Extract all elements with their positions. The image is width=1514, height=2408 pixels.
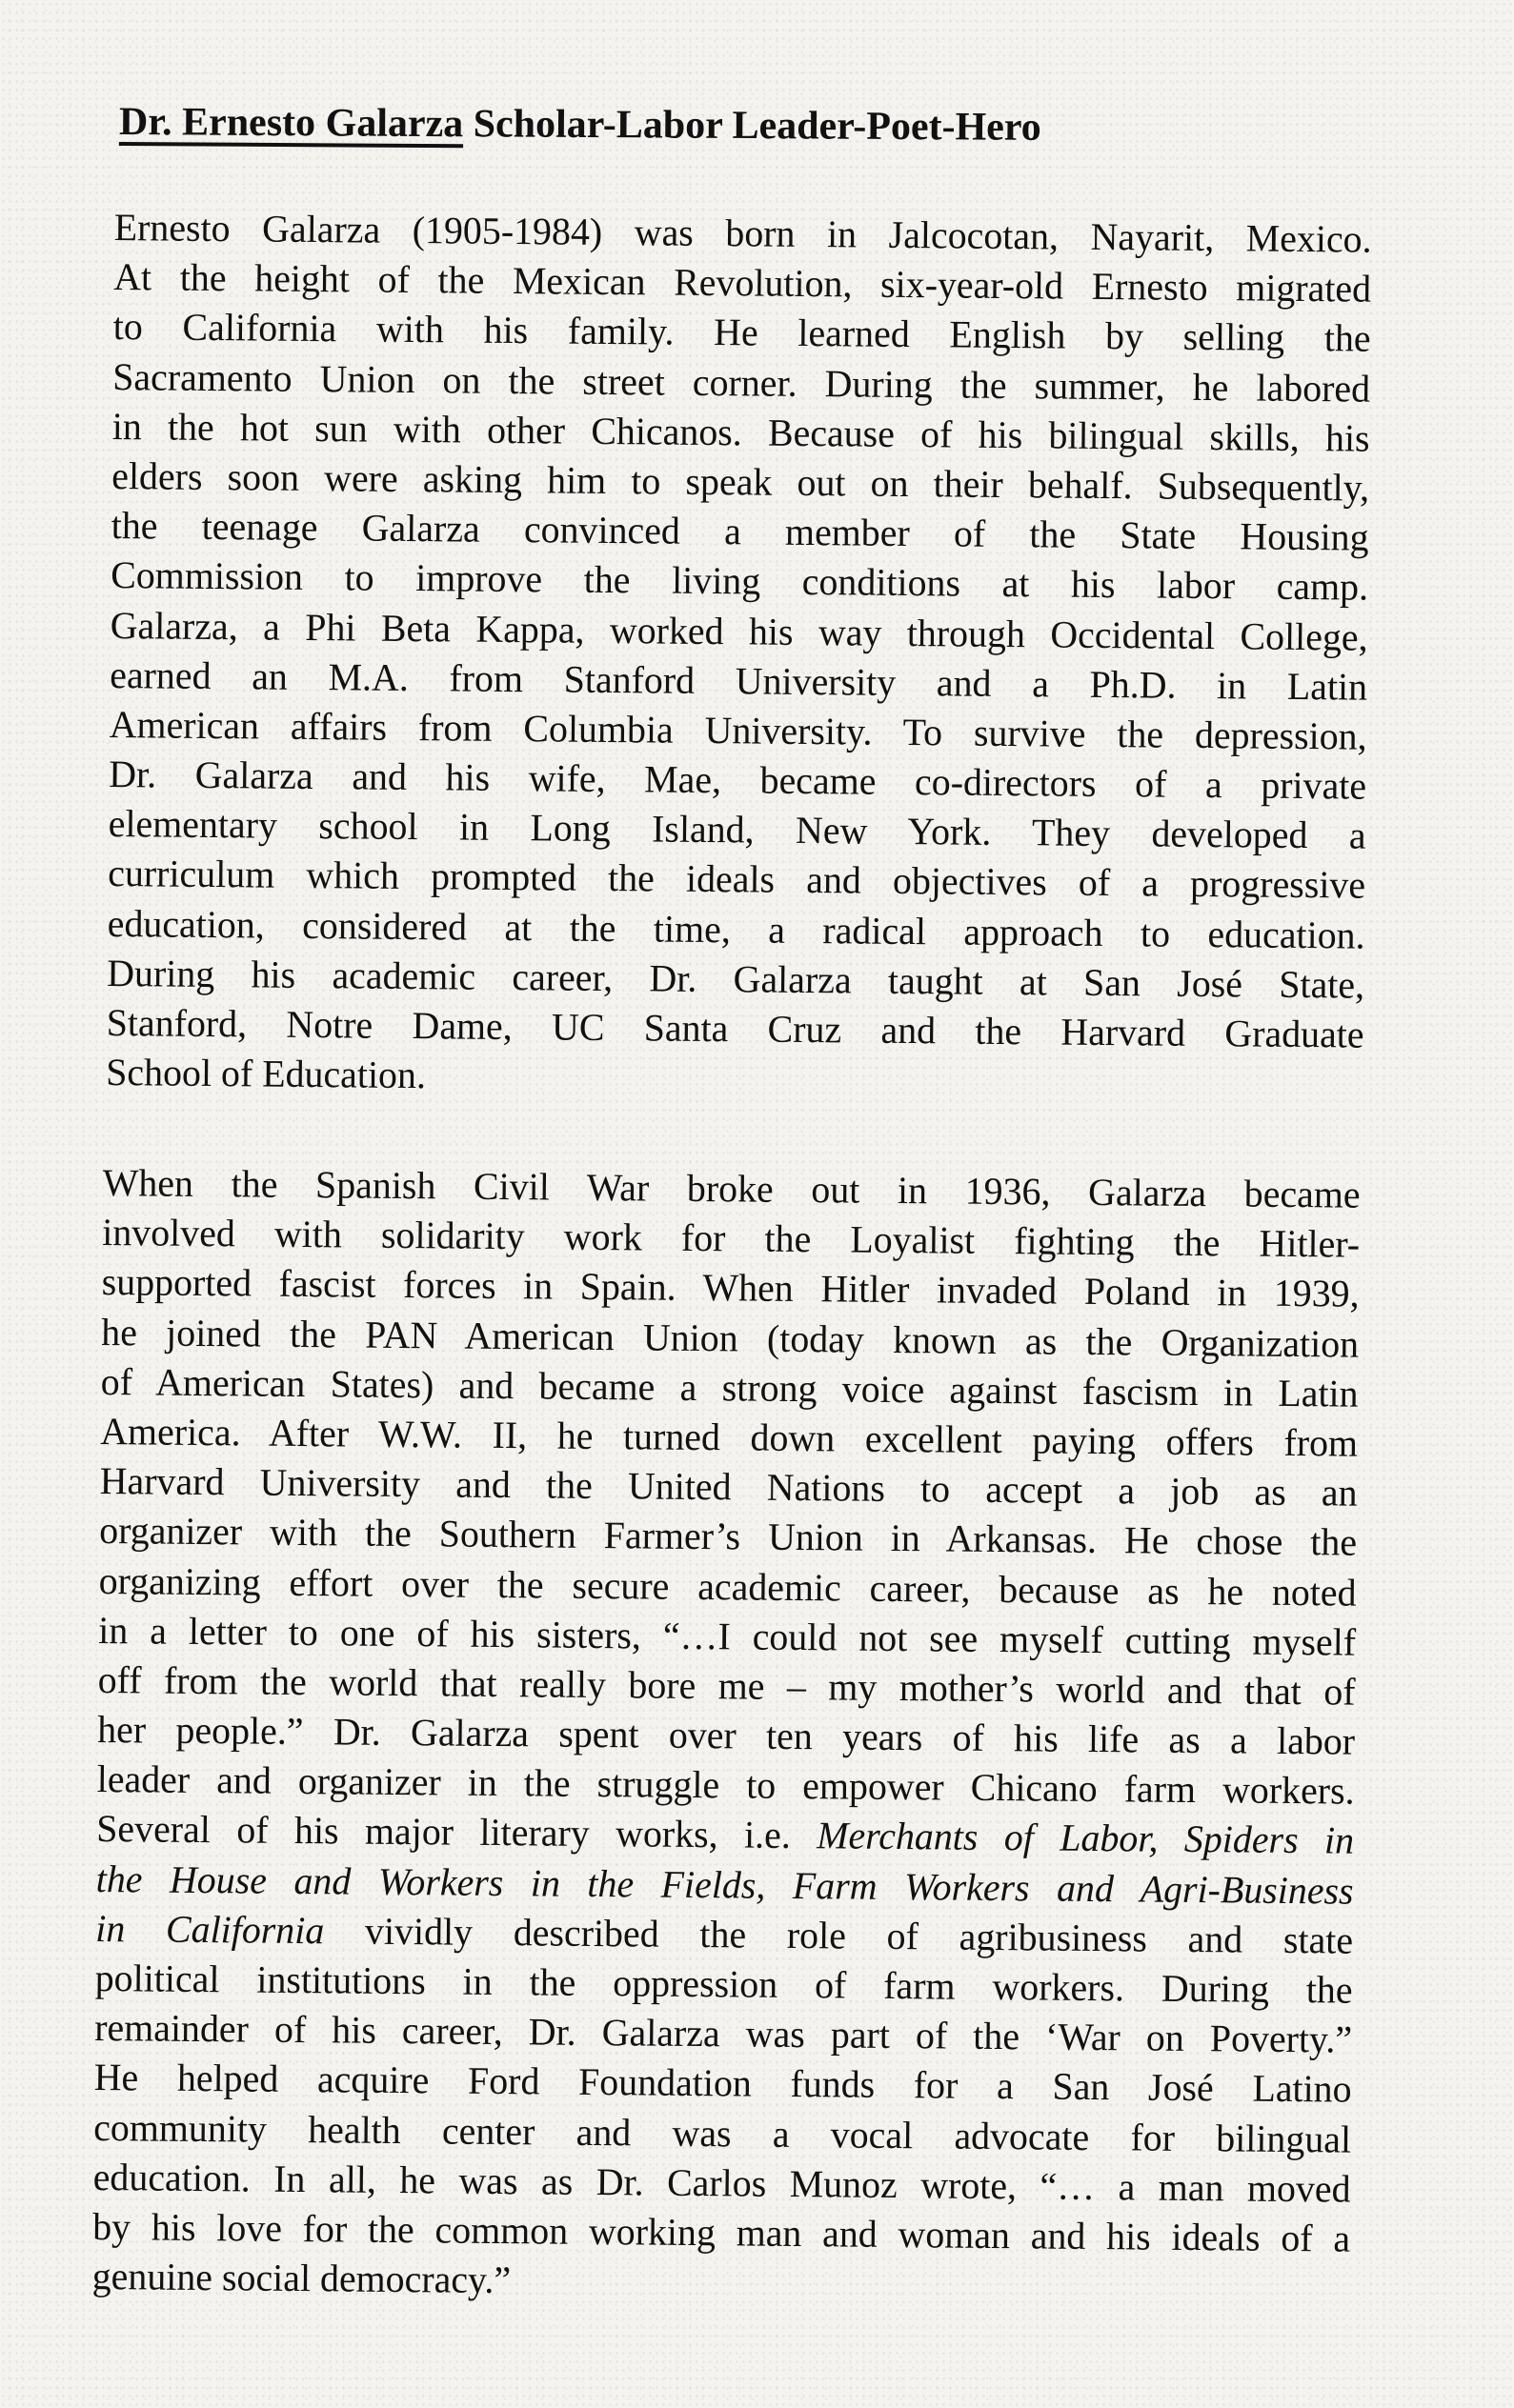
- body-text: he joined the PAN American Union (today known as the Organization: [101, 1310, 1360, 1366]
- book-title-text: Merchants of Labor, Spiders in: [817, 1814, 1355, 1863]
- body-text: education, considered at the time, a radical approach to education.: [107, 901, 1365, 957]
- body-text: At the height of the Mexican Revolution, six-year-old Ernesto migrated: [113, 255, 1372, 311]
- body-text: organizing effort over the secure academic career, because as he noted: [98, 1558, 1357, 1615]
- body-text: genuine social democracy.”: [91, 2255, 512, 2302]
- body-text: remainder of his career, Dr. Galarza was part of the ‘War on Poverty.”: [94, 2006, 1353, 2061]
- body-text: of American States) and became a strong voice against fascism in Latin: [100, 1359, 1359, 1415]
- body-text: to California with his family. He learned English by selling the: [112, 305, 1371, 361]
- body-text: community health center and was a vocal advocate for bilingual: [93, 2105, 1352, 2161]
- body-text: in the hot sun with other Chicanos. Because of his bilingual skills, his: [111, 404, 1370, 460]
- body-text: During his academic career, Dr. Galarza taught at San José State,: [107, 951, 1365, 1007]
- body-text: American affairs from Columbia University. To survive the depression,: [109, 702, 1367, 758]
- body-text: leader and organizer in the struggle to empower Chicano farm workers.: [96, 1757, 1355, 1813]
- paragraph-biography-labor-career: [91, 1158, 1360, 2314]
- body-text: organizer with the Southern Farmer’s Union in Arkansas. He chose the: [99, 1509, 1358, 1564]
- book-title-text: the House and Workers in the Fields, Farm Workers and Agri-Business: [95, 1856, 1354, 1913]
- page-title: [119, 99, 1041, 150]
- body-text: He helped acquire Ford Foundation funds for a San José Latino: [93, 2056, 1352, 2111]
- body-text: off from the world that really bore me – my mother’s world and that of: [97, 1657, 1356, 1714]
- body-text: elders soon were asking him to speak out on their behalf. Subsequently,: [111, 453, 1370, 510]
- body-text: by his love for the common working man and woman and his ideals of a: [92, 2204, 1351, 2260]
- body-text: political institutions in the oppression of farm workers. During the: [94, 1956, 1353, 2012]
- body-text: Ernesto Galarza (1905-1984) was born in Jalcocotan, Nayarit, Mexico.: [113, 205, 1372, 261]
- book-title-text: in California: [95, 1906, 325, 1953]
- body-text: Commission to improve the living conditions at his labor camp.: [111, 553, 1369, 609]
- body-text: curriculum which prompted the ideals and objectives of a progressive: [108, 852, 1366, 908]
- body-text: elementary school in Long Island, New York. They developed a: [108, 802, 1366, 857]
- body-text: her people.” Dr. Galarza spent over ten years of his life as a labor: [97, 1708, 1356, 1763]
- body-text: When the Spanish Civil War broke out in 1936, Galarza became: [102, 1160, 1361, 1216]
- title-subtitle: Scholar-Labor Leader-Poet-Hero: [473, 102, 1041, 150]
- body-text: Galarza, a Phi Beta Kappa, worked his way through Occidental College,: [110, 603, 1368, 659]
- body-text: Sacramento Union on the street corner. During the summer, he labored: [112, 354, 1371, 411]
- body-text: School of Education.: [106, 1051, 427, 1097]
- title-name: Dr. Ernesto Galarza: [118, 100, 464, 147]
- body-text: Several of his major literary works, i.e.: [96, 1807, 818, 1857]
- body-text: Dr. Galarza and his wife, Mae, became co-directors of a private: [109, 752, 1367, 808]
- paragraph-biography-early-life: [106, 203, 1372, 1110]
- body-text: vividly described the role of agribusiness and state: [324, 1909, 1354, 1962]
- body-text: Harvard University and the United Nations to accept a job as an: [99, 1459, 1358, 1515]
- body-text: earned an M.A. from Stanford University and a Ph.D. in Latin: [110, 652, 1368, 709]
- body-text: in a letter to one of his sisters, “…I could not see myself cutting myself: [98, 1608, 1357, 1664]
- body-text: the teenage Galarza convinced a member of the State Housing: [111, 504, 1369, 559]
- body-text: Stanford, Notre Dame, UC Santa Cruz and the Harvard Graduate: [106, 1000, 1364, 1056]
- body-text: education. In all, he was as Dr. Carlos Munoz wrote, “… a man moved: [92, 2155, 1351, 2211]
- body-text: supported fascist forces in Spain. When Hitler invaded Poland in 1939,: [101, 1260, 1360, 1316]
- body-text: involved with solidarity work for the Loyalist fighting the Hitler-: [102, 1211, 1361, 1266]
- body-text: America. After W.W. II, he turned down excellent paying offers from: [100, 1409, 1359, 1465]
